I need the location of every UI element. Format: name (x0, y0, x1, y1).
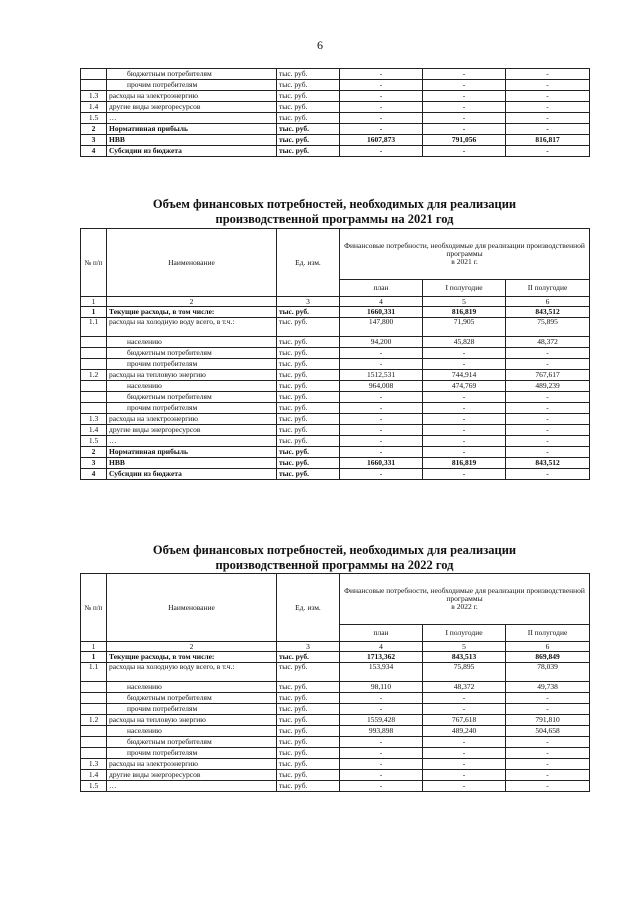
row-plan-value: 153,934 (340, 663, 423, 682)
row-name: прочим потребителям (107, 704, 277, 715)
row-half1-value: - (423, 348, 506, 359)
row-plan-value: - (340, 124, 423, 135)
row-name: другие виды энергоресурсов (107, 770, 277, 781)
row-half1-value: 791,056 (423, 135, 506, 146)
table-row (81, 348, 590, 359)
row-number (81, 392, 107, 403)
table-row (81, 91, 590, 102)
row-half1-value: - (423, 359, 506, 370)
col-number: 4 (340, 297, 423, 307)
row-half1-value: - (423, 425, 506, 436)
row-half1-value: - (423, 748, 506, 759)
row-half2-value: - (506, 124, 590, 135)
row-unit: тыс. руб. (277, 770, 340, 781)
row-half2-value: 489,239 (506, 381, 590, 392)
row-unit: тыс. руб. (277, 458, 340, 469)
header-half1: I полугодие (423, 280, 506, 297)
row-unit: тыс. руб. (277, 652, 340, 663)
row-half2-value: - (506, 392, 590, 403)
header-financial-needs (340, 574, 590, 625)
row-unit: тыс. руб. (277, 392, 340, 403)
row-half2-value: - (506, 425, 590, 436)
column-numbers-row (81, 642, 590, 652)
row-half2-value: - (506, 146, 590, 157)
row-number: 1.5 (81, 781, 107, 792)
row-unit: тыс. руб. (277, 663, 340, 682)
table-row (81, 759, 590, 770)
row-name: другие виды энергоресурсов (107, 102, 277, 113)
section-title-line: Объем финансовых потребностей, необходимых для реализации (152, 197, 517, 211)
row-number: 4 (81, 146, 107, 157)
row-unit: тыс. руб. (277, 414, 340, 425)
row-name: расходы на электроэнергию (107, 414, 277, 425)
row-unit: тыс. руб. (277, 69, 340, 80)
row-name: Нормативная прибыль (107, 447, 277, 458)
table-row (81, 102, 590, 113)
row-half2-value: 78,039 (506, 663, 590, 682)
row-number: 1.4 (81, 425, 107, 436)
row-half2-value: 49,738 (506, 682, 590, 693)
row-half2-value: - (506, 704, 590, 715)
row-name: расходы на холодную воду всего, в т.ч.: (107, 663, 277, 682)
row-number: 1 (81, 652, 107, 663)
row-plan-value: - (340, 737, 423, 748)
table-row (81, 403, 590, 414)
header-plan: план (340, 280, 423, 297)
row-plan-value: - (340, 102, 423, 113)
row-number: 3 (81, 135, 107, 146)
row-plan-value: - (340, 359, 423, 370)
row-number (81, 403, 107, 414)
row-half2-value: - (506, 759, 590, 770)
table-row (81, 146, 590, 157)
row-name: … (107, 436, 277, 447)
row-name: населению (107, 726, 277, 737)
row-number: 1.4 (81, 102, 107, 113)
row-name: населению (107, 381, 277, 392)
row-number (81, 69, 107, 80)
table-row (81, 652, 590, 663)
table-row (81, 307, 590, 318)
row-number (81, 80, 107, 91)
row-unit: тыс. руб. (277, 124, 340, 135)
row-number (81, 381, 107, 392)
row-half2-value: - (506, 359, 590, 370)
row-half2-value: 843,512 (506, 307, 590, 318)
col-number: 3 (277, 642, 340, 652)
row-name: Текущие расходы, в том числе: (107, 652, 277, 663)
row-half1-value: - (423, 770, 506, 781)
header-year: в 2021 г. (451, 257, 478, 266)
header-fin-text: Финансовые потребности, необходимые для реализации производственной программы (344, 586, 585, 603)
column-numbers-row (81, 297, 590, 307)
row-name: другие виды энергоресурсов (107, 425, 277, 436)
row-number: 1.1 (81, 318, 107, 337)
row-half1-value: - (423, 469, 506, 480)
row-number: 2 (81, 124, 107, 135)
row-half2-value: - (506, 414, 590, 425)
row-half2-value: 843,512 (506, 458, 590, 469)
row-half2-value: 816,817 (506, 135, 590, 146)
row-half2-value: 75,895 (506, 318, 590, 337)
table-row (81, 663, 590, 682)
row-number: 3 (81, 458, 107, 469)
table-row (81, 381, 590, 392)
row-unit: тыс. руб. (277, 704, 340, 715)
col-number: 1 (81, 642, 107, 652)
row-plan-value: - (340, 436, 423, 447)
col-number: 6 (506, 642, 590, 652)
row-plan-value: 1713,362 (340, 652, 423, 663)
row-plan-value: - (340, 704, 423, 715)
row-unit: тыс. руб. (277, 781, 340, 792)
table-row (81, 425, 590, 436)
row-half2-value: 504,658 (506, 726, 590, 737)
row-half2-value: - (506, 447, 590, 458)
row-unit: тыс. руб. (277, 146, 340, 157)
table-row (81, 737, 590, 748)
row-half2-value: 869,849 (506, 652, 590, 663)
row-number: 1.4 (81, 770, 107, 781)
row-half1-value: - (423, 80, 506, 91)
row-unit: тыс. руб. (277, 759, 340, 770)
table-row (81, 458, 590, 469)
row-half1-value: - (423, 781, 506, 792)
col-number: 1 (81, 297, 107, 307)
table-row (81, 135, 590, 146)
row-half2-value: - (506, 348, 590, 359)
row-name: НВВ (107, 458, 277, 469)
row-unit: тыс. руб. (277, 726, 340, 737)
row-half2-value: 767,617 (506, 370, 590, 381)
row-half2-value: - (506, 469, 590, 480)
row-half2-value: 48,372 (506, 337, 590, 348)
row-unit: тыс. руб. (277, 318, 340, 337)
header-fin-text: Финансовые потребности, необходимые для реализации производственной программы (344, 241, 585, 258)
table-row (81, 682, 590, 693)
row-unit: тыс. руб. (277, 748, 340, 759)
header-half2: II полугодие (506, 625, 590, 642)
row-name: … (107, 781, 277, 792)
row-unit: тыс. руб. (277, 80, 340, 91)
row-half1-value: - (423, 414, 506, 425)
row-unit: тыс. руб. (277, 113, 340, 124)
col-number: 4 (340, 642, 423, 652)
row-number (81, 337, 107, 348)
row-name: бюджетным потребителям (107, 392, 277, 403)
row-plan-value: - (340, 69, 423, 80)
col-number: 3 (277, 297, 340, 307)
row-half2-value: - (506, 403, 590, 414)
header-num: № п/п (81, 574, 107, 642)
row-name: бюджетным потребителям (107, 348, 277, 359)
row-plan-value: - (340, 392, 423, 403)
row-plan-value: - (340, 113, 423, 124)
header-name: Наименование (107, 574, 277, 642)
row-half2-value: - (506, 91, 590, 102)
row-name: расходы на холодную воду всего, в т.ч.: (107, 318, 277, 337)
table-row (81, 748, 590, 759)
row-half1-value: 45,828 (423, 337, 506, 348)
table-row (81, 359, 590, 370)
row-unit: тыс. руб. (277, 381, 340, 392)
row-unit: тыс. руб. (277, 102, 340, 113)
row-unit: тыс. руб. (277, 370, 340, 381)
row-number (81, 359, 107, 370)
row-name: Текущие расходы, в том числе: (107, 307, 277, 318)
row-plan-value: 94,200 (340, 337, 423, 348)
row-plan-value: - (340, 425, 423, 436)
row-half1-value: - (423, 102, 506, 113)
continued-table (80, 68, 590, 157)
header-half1: I полугодие (423, 625, 506, 642)
row-half2-value: - (506, 102, 590, 113)
row-half2-value: - (506, 80, 590, 91)
row-plan-value: 964,008 (340, 381, 423, 392)
row-number: 1.2 (81, 370, 107, 381)
row-half1-value: 474,769 (423, 381, 506, 392)
row-name: расходы на тепловую энергию (107, 715, 277, 726)
table-row (81, 370, 590, 381)
table-row (81, 781, 590, 792)
row-name: НВВ (107, 135, 277, 146)
row-name: Субсидии из бюджета (107, 469, 277, 480)
table-row (81, 693, 590, 704)
row-unit: тыс. руб. (277, 693, 340, 704)
row-half2-value: - (506, 69, 590, 80)
row-half2-value: - (506, 113, 590, 124)
row-plan-value: - (340, 469, 423, 480)
row-name: расходы на тепловую энергию (107, 370, 277, 381)
row-plan-value: 98,110 (340, 682, 423, 693)
row-number (81, 704, 107, 715)
section-title-line: Объем финансовых потребностей, необходимых для реализации (152, 543, 517, 557)
row-half2-value: - (506, 770, 590, 781)
header-unit: Ед. изм. (277, 229, 340, 297)
row-half2-value: - (506, 748, 590, 759)
row-half1-value: - (423, 704, 506, 715)
row-plan-value: - (340, 759, 423, 770)
row-plan-value: - (340, 693, 423, 704)
table-row (81, 715, 590, 726)
row-unit: тыс. руб. (277, 348, 340, 359)
row-half2-value: - (506, 693, 590, 704)
row-name: … (107, 113, 277, 124)
row-number: 1.5 (81, 436, 107, 447)
row-plan-value: - (340, 91, 423, 102)
row-name: прочим потребителям (107, 403, 277, 414)
row-half1-value: 744,914 (423, 370, 506, 381)
row-half1-value: - (423, 759, 506, 770)
row-half1-value: 71,905 (423, 318, 506, 337)
row-half1-value: - (423, 124, 506, 135)
row-half2-value: 791,810 (506, 715, 590, 726)
row-half1-value: - (423, 693, 506, 704)
row-half1-value: 816,819 (423, 458, 506, 469)
table-row (81, 726, 590, 737)
row-plan-value: 147,800 (340, 318, 423, 337)
row-half1-value: - (423, 113, 506, 124)
row-half2-value: - (506, 436, 590, 447)
table-row (81, 770, 590, 781)
row-number: 4 (81, 469, 107, 480)
table-row (81, 69, 590, 80)
row-name: расходы на электроэнергию (107, 91, 277, 102)
section-title-2022 (80, 543, 589, 573)
section-title-2021 (80, 197, 589, 227)
row-name: бюджетным потребителям (107, 69, 277, 80)
header-financial-needs (340, 229, 590, 280)
col-number: 2 (107, 297, 277, 307)
row-half1-value: 489,240 (423, 726, 506, 737)
row-plan-value: - (340, 403, 423, 414)
table-row (81, 318, 590, 337)
row-plan-value: - (340, 414, 423, 425)
col-number: 5 (423, 297, 506, 307)
row-half1-value: - (423, 737, 506, 748)
row-plan-value: 993,898 (340, 726, 423, 737)
row-name: Субсидии из бюджета (107, 146, 277, 157)
row-half1-value: - (423, 447, 506, 458)
table-row (81, 447, 590, 458)
table-row (81, 80, 590, 91)
row-name: бюджетным потребителям (107, 693, 277, 704)
table-row (81, 124, 590, 135)
row-plan-value: 1660,331 (340, 458, 423, 469)
section-title-line: производственной программы на 2021 год (215, 212, 454, 226)
row-half1-value: 816,819 (423, 307, 506, 318)
row-half1-value: 75,895 (423, 663, 506, 682)
row-plan-value: 1559,428 (340, 715, 423, 726)
table-row (81, 414, 590, 425)
table-row (81, 337, 590, 348)
row-number (81, 748, 107, 759)
row-plan-value: - (340, 447, 423, 458)
header-unit: Ед. изм. (277, 574, 340, 642)
row-number: 1.2 (81, 715, 107, 726)
row-number (81, 726, 107, 737)
row-number: 1.3 (81, 414, 107, 425)
row-unit: тыс. руб. (277, 337, 340, 348)
col-number: 6 (506, 297, 590, 307)
table-row (81, 113, 590, 124)
row-name: населению (107, 682, 277, 693)
table-row (81, 392, 590, 403)
table-row (81, 436, 590, 447)
row-name: прочим потребителям (107, 80, 277, 91)
header-year: в 2022 г. (451, 602, 478, 611)
row-half1-value: 843,513 (423, 652, 506, 663)
row-number: 2 (81, 447, 107, 458)
row-unit: тыс. руб. (277, 737, 340, 748)
row-half1-value: - (423, 69, 506, 80)
table-row (81, 704, 590, 715)
row-plan-value: - (340, 781, 423, 792)
row-name: расходы на электроэнергию (107, 759, 277, 770)
row-unit: тыс. руб. (277, 307, 340, 318)
row-name: прочим потребителям (107, 359, 277, 370)
header-num: № п/п (81, 229, 107, 297)
row-name: прочим потребителям (107, 748, 277, 759)
header-name: Наименование (107, 229, 277, 297)
row-name: населению (107, 337, 277, 348)
row-number (81, 737, 107, 748)
row-unit: тыс. руб. (277, 359, 340, 370)
col-number: 5 (423, 642, 506, 652)
row-unit: тыс. руб. (277, 403, 340, 414)
row-name: бюджетным потребителям (107, 737, 277, 748)
row-plan-value: - (340, 348, 423, 359)
row-unit: тыс. руб. (277, 425, 340, 436)
financial-table-2022 (80, 573, 590, 792)
header-plan: план (340, 625, 423, 642)
table-row (81, 469, 590, 480)
col-number: 2 (107, 642, 277, 652)
row-half1-value: - (423, 403, 506, 414)
page-number: 6 (317, 38, 323, 52)
row-half2-value: - (506, 781, 590, 792)
row-half2-value: - (506, 737, 590, 748)
row-unit: тыс. руб. (277, 447, 340, 458)
row-half1-value: 48,372 (423, 682, 506, 693)
row-plan-value: 1512,531 (340, 370, 423, 381)
row-number (81, 682, 107, 693)
section-title-line: производственной программы на 2022 год (215, 558, 454, 572)
row-unit: тыс. руб. (277, 91, 340, 102)
row-half1-value: - (423, 436, 506, 447)
row-plan-value: - (340, 748, 423, 759)
header-half2: II полугодие (506, 280, 590, 297)
row-plan-value: - (340, 146, 423, 157)
row-unit: тыс. руб. (277, 135, 340, 146)
row-unit: тыс. руб. (277, 682, 340, 693)
row-number: 1.5 (81, 113, 107, 124)
row-plan-value: 1607,873 (340, 135, 423, 146)
row-number (81, 693, 107, 704)
row-number: 1.1 (81, 663, 107, 682)
row-number: 1.3 (81, 759, 107, 770)
row-plan-value: - (340, 80, 423, 91)
row-name: Нормативная прибыль (107, 124, 277, 135)
row-half1-value: - (423, 146, 506, 157)
row-number (81, 348, 107, 359)
row-plan-value: 1660,331 (340, 307, 423, 318)
row-unit: тыс. руб. (277, 469, 340, 480)
row-unit: тыс. руб. (277, 436, 340, 447)
row-half1-value: 767,618 (423, 715, 506, 726)
row-unit: тыс. руб. (277, 715, 340, 726)
row-number: 1.3 (81, 91, 107, 102)
row-half1-value: - (423, 91, 506, 102)
row-number: 1 (81, 307, 107, 318)
row-plan-value: - (340, 770, 423, 781)
row-half1-value: - (423, 392, 506, 403)
financial-table-2021 (80, 228, 590, 480)
